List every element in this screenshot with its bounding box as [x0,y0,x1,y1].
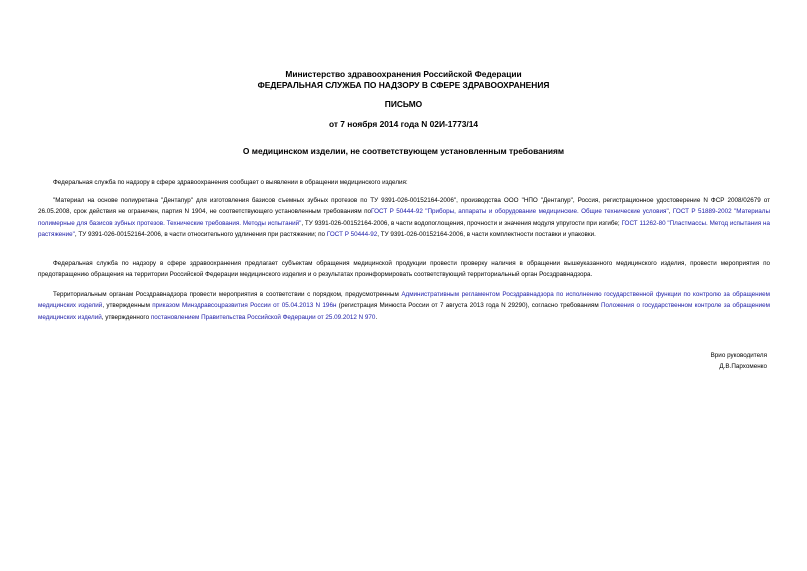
paragraph-instructions [38,289,770,323]
paragraph-product [38,195,770,241]
paragraph-text: Территориальным органам Росздравнадзора провести мероприятия в соответствии с порядком, предусмотренным [53,291,402,298]
document-subject: О медицинском изделии, не соответствующем установленным требованиям [242,146,565,156]
paragraph-text: , ТУ 9391-026-00152164-2006, в части относительного удлинения при растяжении; по [74,231,327,239]
ministry-name: Министерство здравоохранения Российской Федерации [285,69,522,79]
document-date-number: от 7 ноября 2014 года N 02И-1773/14 [328,119,479,129]
link-order-196n[interactable]: приказом Минздравсоцразвития России от 05.04.2013 N 196н [152,302,337,310]
link-gost-51889-2002[interactable]: ГОСТ Р 51889-2002 "Материалы полимерные для базисов зубных протезов. Технические требования. Методы испытаний" [38,208,770,227]
paragraph-intro: Федеральная служба по надзору в сфере здравоохранения сообщает о выявлении в обращении медицинского изделия: [53,179,408,186]
paragraph-proposal: Федеральная служба по надзору в сфере здравоохранения предлагает субъектам обращения медицинской продукции провести проверку наличия в обращении вышеуказанного медицинского изделия, провести мероприятия по предотвращению обращения на территории Российской Федерации медицинского изделия и о результатах проинформировать соответствующий территориальный орган Росздравнадзора. [38,260,770,279]
link-government-decree-970[interactable]: постановлением Правительства Российской Федерации от 25.09.2012 N 970 [150,313,376,321]
paragraph-text: , утвержденным [102,302,153,310]
paragraph-text: , ТУ 9391-026-00152164-2006, в части комплектности поставки и упаковки. [377,231,596,239]
link-state-control-regulation[interactable]: Положения о государственном контроле за обращением медицинских изделий [38,302,771,321]
link-gost-50444-92[interactable]: ГОСТ Р 50444-92 "Приборы, аппараты и оборудование медицинские. Общие технические условия" [371,208,669,216]
paragraph-text: (регистрация Минюста России от 7 августа 2013 года N 29290), согласно требованиям [336,302,601,310]
document-type: ПИСЬМО [384,99,423,109]
service-name: ФЕДЕРАЛЬНАЯ СЛУЖБА ПО НАДЗОРУ В СФЕРЕ ЗДРАВООХРАНЕНИЯ [257,80,550,90]
link-gost-11262-80[interactable]: ГОСТ 11262-80 "Пластмассы. Метод испытания на растяжение" [38,219,770,239]
paragraph-text: , утвержденного [101,313,151,321]
paragraph-text: , ТУ 9391-026-00152164-2006, в части водопоглощения, прочности и значения модуля упругости при изгибе; [301,219,622,227]
link-gost-50444-92-short[interactable]: ГОСТ Р 50444-92 [326,231,378,239]
paragraph-text: "Материал на основе полиуретана "Дентапур" для изготовления базисов съемных зубных протезов по ТУ 9391-026-00152164-2006", производства ООО "НПО "Дентапур", Россия, регистрационное удостоверение N ФСР 2008/02679 от 26.05.2008, срок действия не ограничен, партия N 1904, не соответствующего установленным требованиям по [38,197,770,216]
paragraph-text: . [375,313,378,321]
signature-title: Врио руководителя [710,352,767,359]
link-admin-regulation[interactable]: Административным регламентом Росздравнадзора по исполнению государственной функции по контролю за обращением медицинских изделий [38,291,771,310]
paragraph-text: , [668,208,673,216]
signature-name: Д.В.Пархоменко [719,363,767,370]
